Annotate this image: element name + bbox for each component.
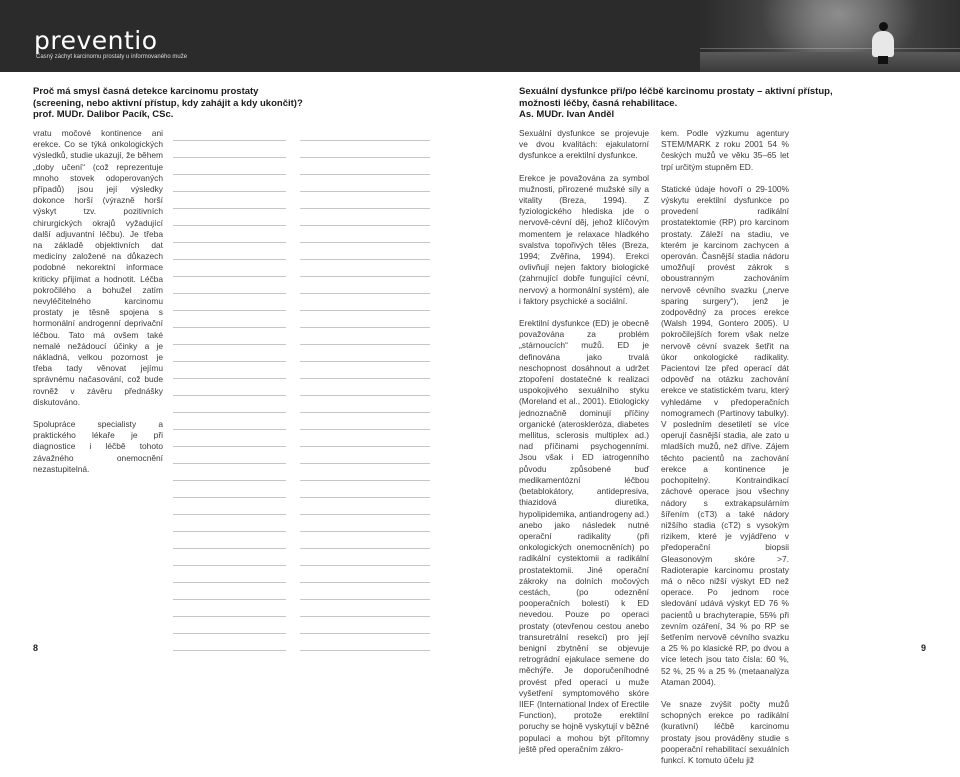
paragraph: kem. Podle výzkumu agentury STEM/MARK z roku 2001 54 % českých mužů ve věku 35–65 let trpí určitým stupněm ED. [661, 128, 789, 172]
notes-lines-left [173, 124, 286, 652]
paragraph: vratu močové kontinence ani erekce. Co se týká onkologických výsledků, studie ukazují, že během „doby učení“ (což reprezentuje mnoho stovek odoperovaných případů) jsou její výsledky dokonce horší (výrazně horší výskyt tzv. pozitivních chirurgických okrajů vyžadující další adjuvantní léčbu). Je třeba na základě objektivních dat medicíny založené na důkazech podobné nekorektní informace kriticky přijímat a hodnotit. Léčba pokročilého a bohužel zatím nevyléčitelného karcinomu prostaty je těsně spojena s hormonální androgenní deprivační léčbou. Tato má ovšem také nemalé nežádoucí účinky a je nákladná, velkou pozornost je třeba tady věnovat jejímu správnému načasování, což bude rovněž v závěru přednášky diskutováno. [33, 128, 163, 407]
left-article-heading [33, 86, 343, 121]
left-article-title-line: Proč má smysl časná detekce karcinomu prostaty [33, 86, 259, 97]
stage-edge [700, 48, 960, 49]
left-article-title-line: (screening, nebo aktivní přístup, kdy zahájit a kdy ukončit)? [33, 97, 303, 109]
right-text-column-1 [519, 128, 649, 766]
right-article-title-line: Sexuální dysfunkce při/po léčbě karcinomu prostaty – aktivní přístup, [519, 86, 833, 97]
paragraph: Erektilní dysfunkce (ED) je obecně považována za problém „stárnoucích“ mužů. ED je definována jako trvalá neschopnost dosáhnout a udržet ztopoření dostatečné k realizaci uspokojivého sexuálního styku (Moreland et al., 2001). Etiologicky jednoznačně dominují příčiny organické (ateroskleróza, diabetes mellitus, sclerosis multiplex ad.) nad příčinami psychogenními. Jsou však i ED iatrogenního původu způsobené buď medikamentózní léčbou (betablokátory, antidepresiva, thiazidová diuretika, hypolipidemika, antiandrogeny ad.) anebo jako následek nutné operační radikality (při onkologických onemocněních) po radikální cystektomii a radikální prostatektomii. Jiné operační zákroky na dolních močových cestách, (po odeznění pooperačních bolestí) k ED nevedou. Pouze po operaci prostaty (otevřenou cestou anebo transuretrální resekcí) pro její benigní zbytnění se objevuje retrográdní ejakulace semene do měchýře. Je doporučeníhodné provést před operací u muže vyšetření symptomového skóre IIEF (International Index of Erectile Function), protože erektilní poruchy se hojně vyskytují v běžné populaci a mohou být přítomny ještě před operačním zákro- [519, 318, 649, 754]
page-number-right: 9 [921, 643, 927, 653]
paragraph: Spolupráce specialisty a praktického lékaře je při diagnostice i léčbě tohoto závažného onemocnění nezastupitelná. [33, 419, 163, 474]
paragraph: Erekce je považována za symbol mužnosti, přirozené mužské síly a vitality (Breza, 1994). Z fyziologického hlediska jde o nervově-cévní děj, jehož klíčovým momentem je relaxace hladkého svalstva topořivých těles (Breza, 1994; Zvěřina, 1994). Erekci ovlivňují nejen faktory biologické (zahrnující dobře fungující cévní, nervový a hormonální systém), ale i faktory psychické a sociální. [519, 172, 649, 306]
logo-tagline: Časný záchyt karcinomu prostaty u informovaného muže [36, 54, 188, 60]
paragraph: Sexuální dysfunkce se projevuje ve dvou kvalitách: ejakulatorní dysfunkce a erektilní dysfunkce. [519, 128, 649, 161]
right-article-title-line: možnosti léčby, časná rehabilitace. [519, 97, 678, 109]
stage-floor [700, 52, 960, 72]
preventio-logo: preventio [34, 26, 158, 55]
stage-photo [700, 0, 960, 72]
paragraph: Statické údaje hovoří o 29-100% výskytu erektilní dysfunkce po provedení radikální prostatektomie (RP) pro karcinom prostaty. Záleží na stadiu, ve kterém je karcinom zachycen a operován. Časnější stadia nádoru umožňují provést zákrok s oboustranným zachováním nervově cévního svazku („nerve sparing surgery“), jenž je zodpovědný za proces erekce (Walsh 1994, Gontero 2005). U pokročilejších forem však nelze nervově cévní svazek šetřit na úkor onkologické radikality. Pacientovi lze před operací dát odpověď na otázku zachování erekce ve statistickém tvaru, který vyhledáme v předoperačních nomogramech (Partinovy tabulky). V posledním desetiletí se více operují časnější stadia, ale zato u mladších mužů, než dříve. Zájem těchto pacientů na zachování erekce a kontinence je pochopitelný. Kontraindikací záchové operace jsou všechny nádory s extrakapsulárním šířením (cT3) a také nádory nižšího stadia (cT2) s vysokým rizikem, které je vyjádřeno v předoperační biopsii Gleasonovým skóre >7. Radioterapie karcinomu prostaty má o něco nižší výskyt ED než operace. Po jednom roce sledování udává výskyt ED 76 % pacientů u brachyterapie, 55% při zevním ozáření, 34 % po RP se šetřením nervově cévního svazku a 25 % po klasické RP, po dvou a více letech jsou tato čísla: 60 %, 52 %, 25 % a 25 % (metaanalýza Ataman 2004). [661, 183, 789, 687]
left-article-author: prof. MUDr. Dalibor Pacík, CSc. [33, 109, 174, 120]
page-number-left: 8 [33, 643, 39, 653]
right-article-author: As. MUDr. Ivan Anděl [519, 109, 615, 120]
header-band [0, 0, 960, 72]
notes-lines-left-wide [300, 124, 430, 652]
left-text-column [33, 128, 163, 486]
paragraph: Ve snaze zvýšit počty mužů schopných erekce po radikální (kurativní) léčbě karcinomu prostaty jsou prováděny studie s pooperační rehabilitací sexuálních funkcí. K tomuto účelu již [661, 698, 789, 765]
man-figure-icon [870, 22, 896, 64]
right-article-heading [519, 86, 879, 121]
right-text-column-2 [661, 128, 789, 777]
